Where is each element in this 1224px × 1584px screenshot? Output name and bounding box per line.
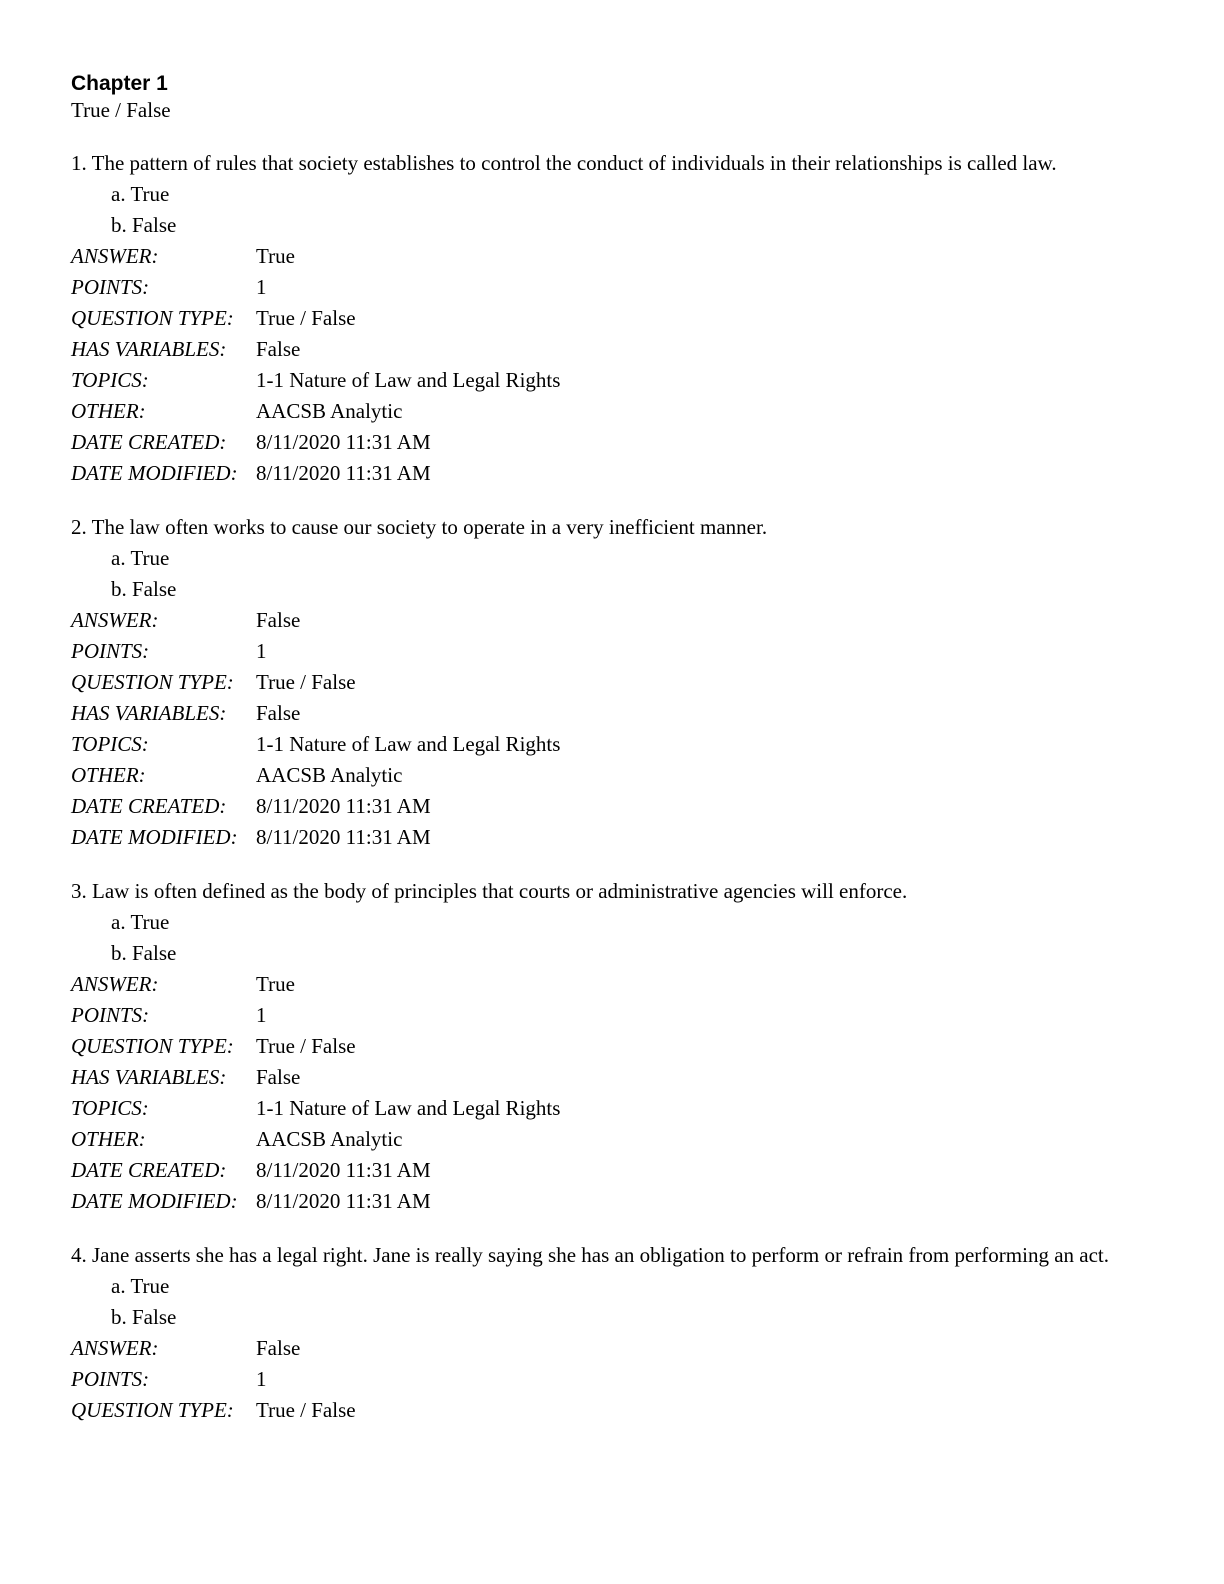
question-type-row <box>71 1395 1153 1426</box>
has-variables-row <box>71 698 1153 729</box>
points-label: POINTS: <box>71 1367 150 1391</box>
answer-value: False <box>256 608 301 632</box>
answer-label: ANSWER: <box>71 244 159 268</box>
date-modified-row <box>71 1186 1153 1217</box>
topics-value: 1-1 Nature of Law and Legal Rights <box>256 1096 561 1120</box>
option-a: a. True <box>111 546 170 570</box>
date-created-row <box>71 427 1153 458</box>
topics-row <box>71 729 1153 760</box>
question-type-label: QUESTION TYPE: <box>71 306 234 330</box>
answer-row <box>71 969 1153 1000</box>
topics-value: 1-1 Nature of Law and Legal Rights <box>256 368 561 392</box>
question-type-value: True / False <box>256 1398 356 1422</box>
option-a: a. True <box>111 1274 170 1298</box>
points-row <box>71 636 1153 667</box>
other-row <box>71 1124 1153 1155</box>
points-value: 1 <box>256 1367 267 1391</box>
date-modified-row <box>71 822 1153 853</box>
question-type-label: QUESTION TYPE: <box>71 1034 234 1058</box>
date-modified-label: DATE MODIFIED: <box>71 825 238 849</box>
answer-label: ANSWER: <box>71 1336 159 1360</box>
document-page <box>71 72 1153 1452</box>
question-type-value: True / False <box>256 670 356 694</box>
question-type-row <box>71 303 1153 334</box>
question-type-label: QUESTION TYPE: <box>71 670 234 694</box>
section-subtitle: True / False <box>71 98 171 122</box>
date-created-row <box>71 791 1153 822</box>
date-created-label: DATE CREATED: <box>71 794 227 818</box>
date-created-value: 8/11/2020 11:31 AM <box>256 1158 431 1182</box>
answer-row <box>71 1333 1153 1364</box>
date-created-row <box>71 1155 1153 1186</box>
topics-label: TOPICS: <box>71 368 149 392</box>
date-modified-label: DATE MODIFIED: <box>71 1189 238 1213</box>
other-value: AACSB Analytic <box>256 1127 403 1151</box>
points-label: POINTS: <box>71 639 150 663</box>
answer-value: True <box>256 972 295 996</box>
topics-row <box>71 1093 1153 1124</box>
question-type-row <box>71 667 1153 698</box>
date-modified-label: DATE MODIFIED: <box>71 461 238 485</box>
answer-row <box>71 605 1153 636</box>
has-variables-label: HAS VARIABLES: <box>71 701 227 725</box>
points-label: POINTS: <box>71 275 150 299</box>
has-variables-label: HAS VARIABLES: <box>71 337 227 361</box>
answer-row <box>71 241 1153 272</box>
other-label: OTHER: <box>71 399 146 423</box>
date-created-value: 8/11/2020 11:31 AM <box>256 794 431 818</box>
date-created-label: DATE CREATED: <box>71 1158 227 1182</box>
question-3 <box>71 879 1153 1217</box>
has-variables-row <box>71 334 1153 365</box>
question-1 <box>71 151 1153 489</box>
question-text: 4. Jane asserts she has a legal right. Jane is really saying she has an obligation to perform or refrain from performing an act. <box>71 1243 1110 1267</box>
option-b: b. False <box>111 213 177 237</box>
answer-value: True <box>256 244 295 268</box>
option-a: a. True <box>111 910 170 934</box>
option-b: b. False <box>111 577 177 601</box>
date-created-value: 8/11/2020 11:31 AM <box>256 430 431 454</box>
topics-row <box>71 365 1153 396</box>
option-b: b. False <box>111 941 177 965</box>
other-row <box>71 760 1153 791</box>
topics-label: TOPICS: <box>71 1096 149 1120</box>
points-row <box>71 272 1153 303</box>
answer-value: False <box>256 1336 301 1360</box>
date-modified-value: 8/11/2020 11:31 AM <box>256 461 431 485</box>
other-value: AACSB Analytic <box>256 399 403 423</box>
has-variables-value: False <box>256 701 301 725</box>
other-row <box>71 396 1153 427</box>
points-value: 1 <box>256 275 267 299</box>
option-b: b. False <box>111 1305 177 1329</box>
chapter-title: Chapter 1 <box>71 72 168 95</box>
has-variables-row <box>71 1062 1153 1093</box>
topics-label: TOPICS: <box>71 732 149 756</box>
other-value: AACSB Analytic <box>256 763 403 787</box>
question-type-label: QUESTION TYPE: <box>71 1398 234 1422</box>
date-created-label: DATE CREATED: <box>71 430 227 454</box>
points-row <box>71 1364 1153 1395</box>
question-4 <box>71 1243 1153 1426</box>
points-value: 1 <box>256 1003 267 1027</box>
has-variables-value: False <box>256 1065 301 1089</box>
question-text: 1. The pattern of rules that society establishes to control the conduct of individuals in their relationships is called law. <box>71 151 1057 175</box>
topics-value: 1-1 Nature of Law and Legal Rights <box>256 732 561 756</box>
answer-label: ANSWER: <box>71 608 159 632</box>
points-label: POINTS: <box>71 1003 150 1027</box>
has-variables-label: HAS VARIABLES: <box>71 1065 227 1089</box>
answer-label: ANSWER: <box>71 972 159 996</box>
question-text: 2. The law often works to cause our society to operate in a very inefficient manner. <box>71 515 768 539</box>
date-modified-row <box>71 458 1153 489</box>
other-label: OTHER: <box>71 1127 146 1151</box>
date-modified-value: 8/11/2020 11:31 AM <box>256 1189 431 1213</box>
points-row <box>71 1000 1153 1031</box>
option-a: a. True <box>111 182 170 206</box>
question-2 <box>71 515 1153 853</box>
question-text: 3. Law is often defined as the body of principles that courts or administrative agencies will enforce. <box>71 879 908 903</box>
points-value: 1 <box>256 639 267 663</box>
question-type-row <box>71 1031 1153 1062</box>
other-label: OTHER: <box>71 763 146 787</box>
date-modified-value: 8/11/2020 11:31 AM <box>256 825 431 849</box>
question-type-value: True / False <box>256 306 356 330</box>
has-variables-value: False <box>256 337 301 361</box>
question-type-value: True / False <box>256 1034 356 1058</box>
